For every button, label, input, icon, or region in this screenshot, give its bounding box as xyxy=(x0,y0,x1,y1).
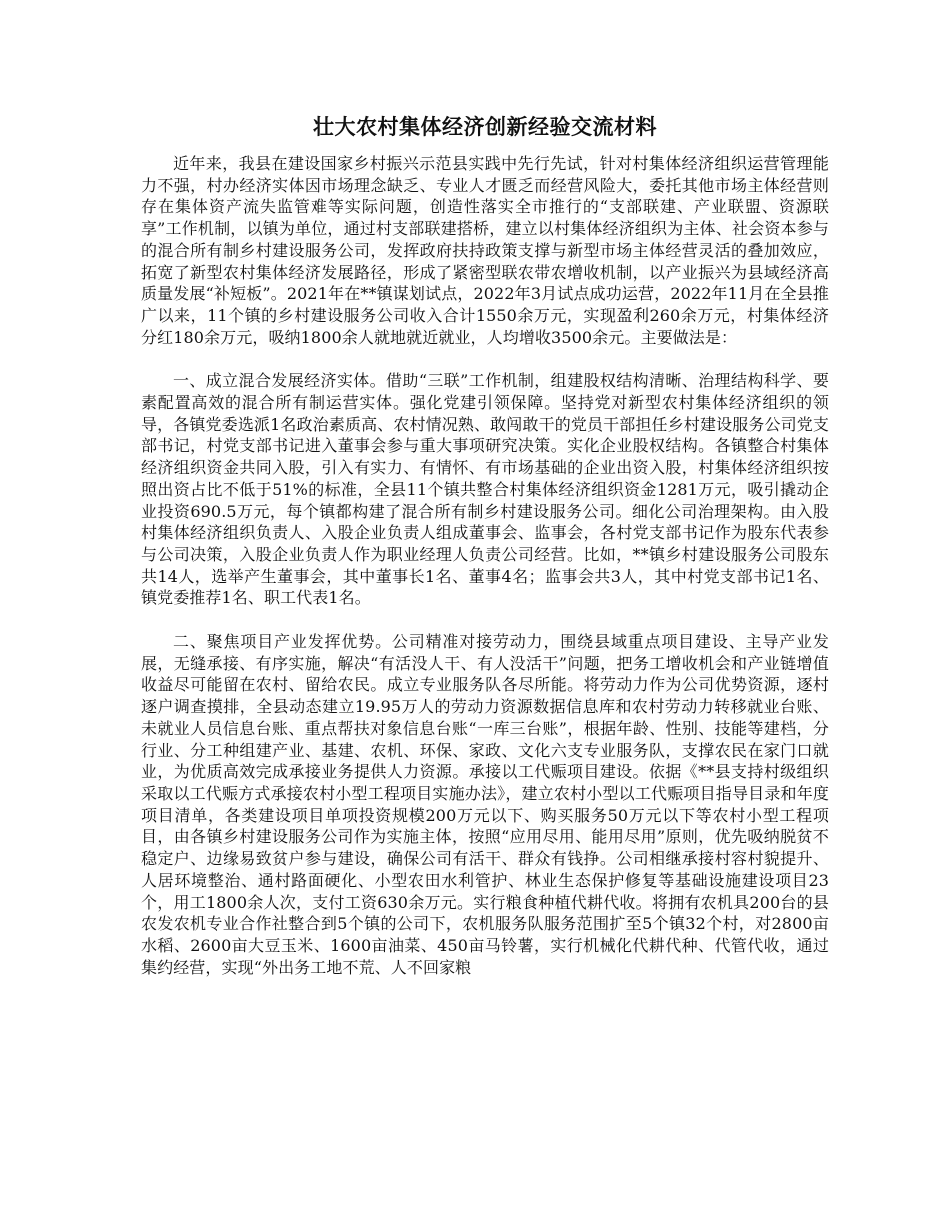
paragraph-intro: 近年来，我县在建设国家乡村振兴示范县实践中先行先试，针对村集体经济组织运营管理能力不强，村办经济实体因市场理念缺乏、专业人才匮乏而经营风险大，委托其他市场主体经营则存在集体资产流失监管难等实际问题，创造性落实全市推行的“支部联建、产业联盟、资源联享”工作机制，以镇为单位，通过村支部联建搭桥，建立以村集体经济组织为主体、社会资本参与的混合所有制乡村建设服务公司，发挥政府扶持政策支撑与新型市场主体经营灵活的叠加效应，拓宽了新型农村集体经济发展路径，形成了紧密型联农带农增收机制，以产业振兴为县域经济高质量发展“补短板”。2021年在**镇谋划试点，2022年3月试点成功运营，2022年11月在全县推广以来，11个镇的乡村建设服务公司收入合计1550余万元，实现盈利260余万元，村集体经济分红180余万元，吸纳1800余人就地就近就业，人均增收3500余元。主要做法是： xyxy=(141,154,829,347)
paragraph-section-one: 一、成立混合发展经济实体。借助“三联”工作机制，组建股权结构清晰、治理结构科学、要素配置高效的混合所有制运营实体。强化党建引领保障。坚持党对新型农村集体经济组织的领导，各镇党委选派1名政治素质高、农村情况熟、敢闯敢干的党员干部担任乡村建设服务公司党支部书记，村党支部书记进入董事会参与重大事项研究决策。实化企业股权结构。各镇整合村集体经济组织资金共同入股，引入有实力、有情怀、有市场基础的企业出资入股，村集体经济组织按照出资占比不低于51%的标准，全县11个镇共整合村集体经济组织资金1281万元，吸引撬动企业投资690.5万元，每个镇都构建了混合所有制乡村建设服务公司。细化公司治理架构。由入股村集体经济组织负责人、入股企业负责人组成董事会、监事会，各村党支部书记作为股东代表参与公司决策，入股企业负责人作为职业经理人负责公司经营。比如，**镇乡村建设服务公司股东共14人，选举产生董事会，其中董事长1名、董事4名；监事会共3人，其中村党支部书记1名、镇党委推荐1名、职工代表1名。 xyxy=(141,371,829,608)
paragraph-section-two: 二、聚焦项目产业发挥优势。公司精准对接劳动力，围绕县域重点项目建设、主导产业发展，无缝承接、有序实施，解决“有活没人干、有人没活干”问题，把务工增收机会和产业链增值收益尽可能留在农村、留给农民。成立专业服务队各尽所能。将劳动力作为公司优势资源，逐村逐户调查摸排，全县动态建立19.95万人的劳动力资源数据信息库和农村劳动力转移就业台账、未就业人员信息台账、重点帮扶对象信息台账“一库三台账”，根据年龄、性别、技能等建档，分行业、分工种组建产业、基建、农机、环保、家政、文化六支专业服务队，支撑农民在家门口就业，为优质高效完成承接业务提供人力资源。承接以工代赈项目建设。依据《**县支持村级组织采取以工代赈方式承接农村小型工程项目实施办法》，建立农村小型以工代赈项目指导目录和年度项目清单，各类建设项目单项投资规模200万元以下、购买服务50万元以下等农村小型工程项目，由各镇乡村建设服务公司作为实施主体，按照“应用尽用、能用尽用”原则，优先吸纳脱贫不稳定户、边缘易致贫户参与建设，确保公司有活干、群众有钱挣。公司相继承接村容村貌提升、人居环境整治、通村路面硬化、小型农田水利管护、林业生态保护修复等基础设施建设项目23个，用工1800余人次，支付工资630余万元。实行粮食种植代耕代收。将拥有农机具200台的县农发农机专业合作社整合到5个镇的公司下，农机服务队服务范围扩至5个镇32个村，对2800亩水稻、2600亩大豆玉米、1600亩油菜、450亩马铃薯，实行机械化代耕代种、代管代收，通过集约经营，实现“外出务工地不荒、人不回家粮 xyxy=(141,632,829,977)
document-page xyxy=(141,112,829,978)
document-title: 壮大农村集体经济创新经验交流材料 xyxy=(313,114,657,139)
